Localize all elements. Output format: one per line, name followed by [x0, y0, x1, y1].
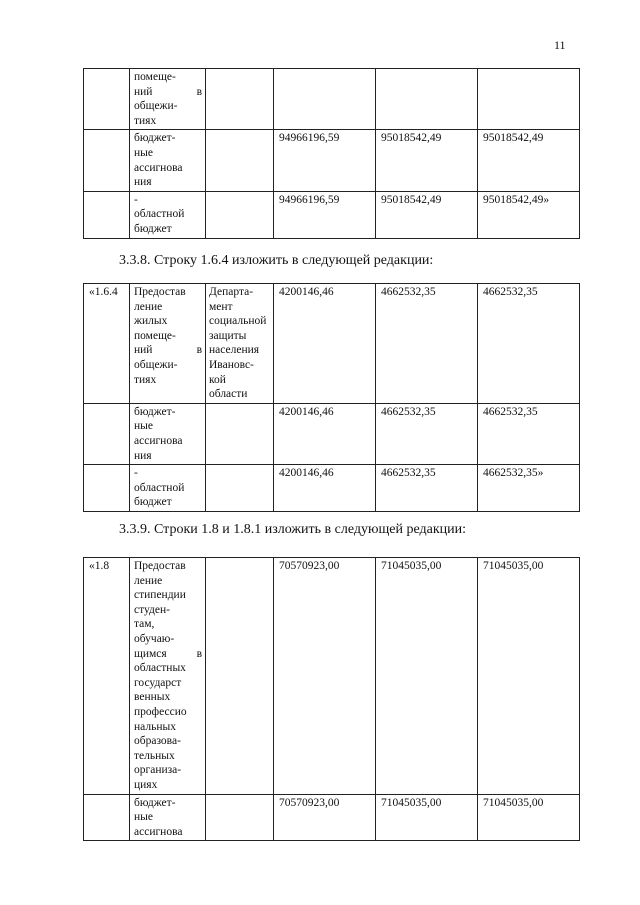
table-row — [84, 191, 580, 238]
cell-line — [134, 85, 202, 100]
row-number-cell: «1.8 — [84, 558, 130, 795]
executor-cell — [206, 794, 274, 841]
row-name-cell — [130, 191, 206, 238]
amount-cell-1: 70570923,00 — [274, 558, 376, 795]
cell-line: защиты — [209, 329, 247, 342]
cell-line: общежи- — [134, 358, 178, 371]
cell-line: бюджет- — [134, 796, 176, 809]
cell-line: стипендии — [134, 589, 186, 602]
cell-line: областной — [134, 208, 185, 221]
cell-line: Предостав — [134, 286, 186, 298]
cell-line: студен- — [134, 603, 170, 616]
cell-line: Ивановс- — [209, 358, 254, 371]
executor-cell — [206, 191, 274, 238]
cell-line: там, — [134, 618, 155, 631]
executor-cell — [206, 403, 274, 464]
amount-cell-3: 4662532,35 — [478, 403, 580, 464]
cell-line: областной — [134, 481, 185, 494]
amount-cell-2: 95018542,49 — [376, 191, 478, 238]
table-row — [84, 69, 580, 130]
executor-cell — [206, 130, 274, 191]
row-number-cell — [84, 130, 130, 191]
budget-table-row-1-6-4 — [83, 283, 580, 512]
row-name-cell — [130, 558, 206, 795]
cell-line: помеще- — [134, 329, 176, 342]
cell-line: жилых — [134, 315, 168, 328]
amount-cell-2: 4662532,35 — [376, 284, 478, 404]
table-row — [84, 465, 580, 512]
cell-line: профессио — [134, 705, 187, 718]
cell-line: Предостав — [134, 560, 186, 572]
row-number-cell — [84, 794, 130, 841]
amount-cell-1: 70570923,00 — [274, 794, 376, 841]
executor-cell — [206, 465, 274, 512]
cell-line: области — [209, 388, 248, 401]
amount-cell-3 — [478, 69, 580, 130]
amount-cell-1: 94966196,59 — [274, 130, 376, 191]
amount-cell-2: 4662532,35 — [376, 403, 478, 464]
cell-word: в — [196, 647, 202, 660]
cell-line: образова- — [134, 735, 181, 748]
cell-word: в — [196, 85, 202, 98]
row-number-cell: «1.6.4 — [84, 284, 130, 404]
cell-word: ний — [134, 344, 153, 357]
cell-line: помеще- — [134, 71, 176, 83]
row-number-cell — [84, 69, 130, 130]
row-name-cell — [130, 403, 206, 464]
row-name-cell — [130, 794, 206, 841]
executor-cell — [206, 558, 274, 795]
cell-line: нальных — [134, 720, 176, 733]
cell-line: - — [134, 193, 138, 206]
cell-line: ные — [134, 146, 153, 159]
cell-line — [134, 343, 202, 358]
cell-line: бюджет- — [134, 405, 176, 418]
section-heading-3-3-8: 3.3.8. Строку 1.6.4 изложить в следующей редакции: — [119, 253, 434, 268]
row-number-cell — [84, 403, 130, 464]
cell-line: тиях — [134, 373, 157, 386]
amount-cell-2: 95018542,49 — [376, 130, 478, 191]
amount-cell-2: 71045035,00 — [376, 794, 478, 841]
cell-line: ассигнова — [134, 434, 183, 447]
cell-line: ные — [134, 420, 153, 433]
cell-line: ные — [134, 811, 153, 824]
page-number: 11 — [554, 38, 566, 52]
cell-line: венных — [134, 691, 171, 704]
amount-cell-3: 71045035,00 — [478, 794, 580, 841]
cell-line: тельных — [134, 749, 175, 762]
cell-line: ассигнова — [134, 161, 183, 174]
amount-cell-3: 4662532,35 — [478, 284, 580, 404]
row-name-cell — [130, 69, 206, 130]
cell-line: социальной — [209, 315, 267, 328]
cell-line: ассигнова — [134, 825, 183, 838]
row-name-cell — [130, 284, 206, 404]
table-row — [84, 794, 580, 841]
row-number-cell — [84, 465, 130, 512]
cell-line: населения — [209, 344, 260, 357]
amount-cell-1: 4200146,46 — [274, 284, 376, 404]
cell-line — [134, 647, 202, 662]
table-row — [84, 558, 580, 795]
amount-cell-2: 71045035,00 — [376, 558, 478, 795]
cell-line: бюджет — [134, 222, 172, 235]
cell-line: тиях — [134, 114, 157, 127]
cell-line: - — [134, 467, 138, 480]
row-name-cell — [130, 130, 206, 191]
budget-table-continued — [83, 68, 580, 239]
cell-line: ление — [134, 300, 163, 313]
cell-line: организа- — [134, 764, 182, 777]
amount-cell-1 — [274, 69, 376, 130]
cell-line: областных — [134, 662, 186, 675]
amount-cell-1: 4200146,46 — [274, 403, 376, 464]
row-name-cell — [130, 465, 206, 512]
cell-word: в — [196, 344, 202, 357]
amount-cell-3: 95018542,49» — [478, 191, 580, 238]
budget-table-row-1-8 — [83, 557, 580, 841]
cell-line: бюджет- — [134, 132, 176, 145]
cell-line: государст — [134, 676, 182, 689]
cell-line: обучаю- — [134, 632, 175, 645]
table-row — [84, 130, 580, 191]
amount-cell-3: 95018542,49 — [478, 130, 580, 191]
cell-line: кой — [209, 373, 226, 386]
row-number-cell — [84, 191, 130, 238]
amount-cell-1: 94966196,59 — [274, 191, 376, 238]
cell-line: бюджет — [134, 496, 172, 509]
amount-cell-1: 4200146,46 — [274, 465, 376, 512]
cell-line: циях — [134, 778, 158, 791]
cell-word: щимся — [134, 647, 167, 660]
executor-cell — [206, 69, 274, 130]
table-row — [84, 284, 580, 404]
amount-cell-2 — [376, 69, 478, 130]
cell-word: ний — [134, 85, 153, 98]
cell-line: мент — [209, 300, 233, 313]
table-row — [84, 403, 580, 464]
amount-cell-3: 4662532,35» — [478, 465, 580, 512]
amount-cell-2: 4662532,35 — [376, 465, 478, 512]
section-heading-3-3-9: 3.3.9. Строки 1.8 и 1.8.1 изложить в следующей редакции: — [119, 522, 466, 537]
cell-line: ния — [134, 449, 152, 462]
cell-line: общежи- — [134, 100, 178, 113]
cell-line: ление — [134, 574, 163, 587]
cell-line: Департа- — [209, 286, 254, 298]
cell-line: ния — [134, 176, 152, 189]
executor-cell — [206, 284, 274, 404]
amount-cell-3: 71045035,00 — [478, 558, 580, 795]
